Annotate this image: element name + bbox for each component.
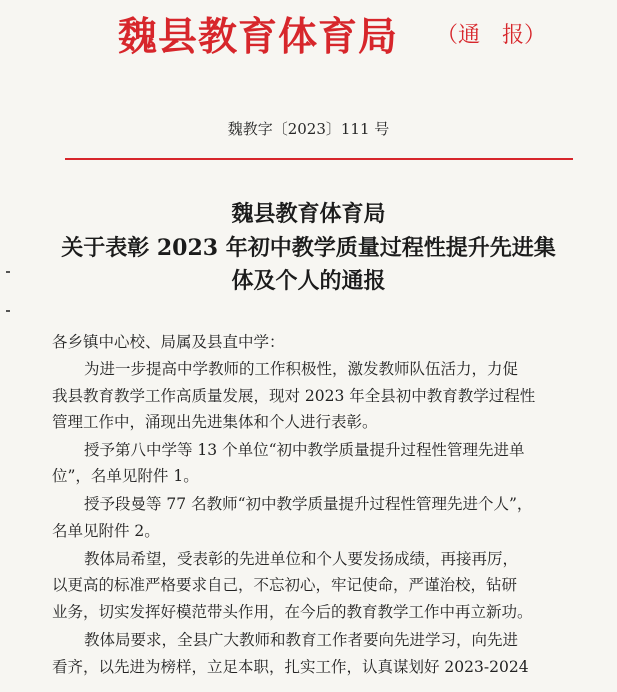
- body-line: 位”，名单见附件 1。: [52, 467, 199, 485]
- body-line: 教体局要求，全县广大教师和教育工作者要向先进学习，向先进: [84, 631, 519, 649]
- notice-title-line-3: 体及个人的通报: [231, 268, 386, 294]
- document-number: 魏教字〔2023〕111 号: [227, 120, 390, 138]
- body-line: 授予第八中学等 13 个单位“初中教学质量提升过程性管理先进单: [84, 441, 525, 459]
- margin-mark: [6, 310, 10, 312]
- salutation-line: 各乡镇中心校、局属及县直中学：: [52, 333, 285, 351]
- red-divider-line: [65, 158, 573, 160]
- margin-mark: [6, 271, 10, 273]
- document-kind-label: （通 报）: [436, 23, 547, 48]
- notice-title-line-1: 魏县教育体育局: [231, 201, 386, 227]
- issuer-header-title: 魏县教育体育局: [118, 14, 399, 60]
- body-line: 业务，切实发挥好模范带头作用，在今后的教育教学工作中再立新功。: [52, 603, 533, 621]
- body-line: 授予段曼等 77 名教师“初中教学质量提升过程性管理先进个人”，: [84, 495, 533, 513]
- body-line: 管理工作中，涌现出先进集体和个人进行表彰。: [52, 413, 378, 431]
- body-line: 看齐，以先进为榜样，立足本职，扎实工作，认真谋划好 2023-2024: [52, 658, 529, 676]
- notice-title-line-2: 关于表彰 2023 年初中教学质量过程性提升先进集: [61, 235, 556, 261]
- body-line: 为进一步提高中学教师的工作积极性，激发教师队伍活力，力促: [84, 360, 519, 378]
- body-line: 教体局希望，受表彰的先进单位和个人要发扬成绩，再接再厉，: [84, 550, 519, 568]
- body-line: 我县教育教学工作高质量发展，现对 2023 年全县初中教育教学过程性: [52, 387, 536, 405]
- body-line: 名单见附件 2。: [52, 522, 160, 540]
- body-line: 以更高的标准严格要求自己，不忘初心，牢记使命，严谨治校，钻研: [52, 576, 518, 594]
